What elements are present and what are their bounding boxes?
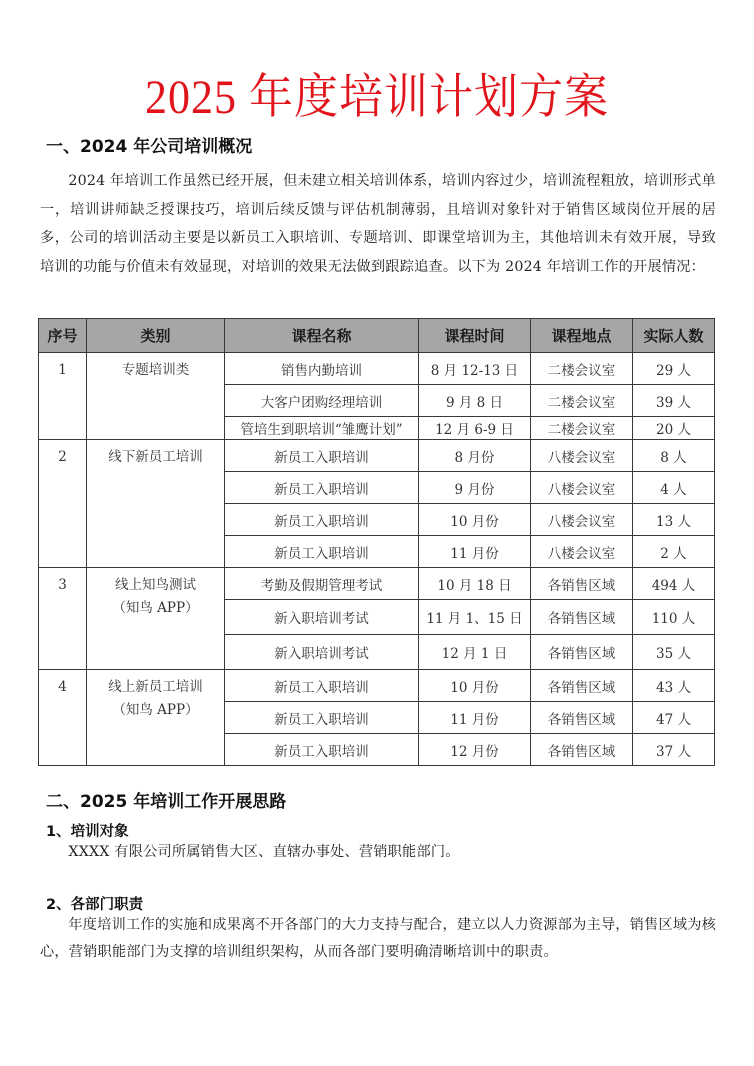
cell-course: 新员工入职培训	[225, 472, 419, 504]
cell-no: 4	[39, 670, 87, 766]
table-header-row	[39, 319, 715, 353]
header-location: 课程地点	[531, 319, 633, 353]
cell-location: 各销售区域	[531, 568, 633, 600]
cell-time: 10 月份	[419, 504, 531, 536]
header-no: 序号	[39, 319, 87, 353]
cell-course: 新员工入职培训	[225, 536, 419, 568]
cell-count: 43 人	[633, 670, 715, 702]
cell-count: 4 人	[633, 472, 715, 504]
cell-count: 29 人	[633, 353, 715, 385]
header-category: 类别	[87, 319, 225, 353]
cell-no: 3	[39, 568, 87, 670]
cell-count: 20 人	[633, 417, 715, 440]
training-table	[38, 318, 715, 766]
cell-count: 110 人	[633, 600, 715, 635]
cell-course: 新员工入职培训	[225, 734, 419, 766]
header-time: 课程时间	[419, 319, 531, 353]
cell-time: 8 月份	[419, 440, 531, 472]
cell-time: 8 月 12-13 日	[419, 353, 531, 385]
cell-location: 二楼会议室	[531, 385, 633, 417]
table-row	[39, 670, 715, 702]
cell-location: 八楼会议室	[531, 504, 633, 536]
table-row	[39, 440, 715, 472]
cell-time: 11 月 1、15 日	[419, 600, 531, 635]
cell-location: 二楼会议室	[531, 417, 633, 440]
cell-count: 2 人	[633, 536, 715, 568]
cell-course: 管培生到职培训“雏鹰计划”	[225, 417, 419, 440]
cell-location: 八楼会议室	[531, 472, 633, 504]
section-1-heading: 一、2024 年公司培训概况	[46, 137, 253, 157]
cell-count: 47 人	[633, 702, 715, 734]
cell-category	[87, 670, 225, 766]
section-1-paragraph: 2024 年培训工作虽然已经开展，但未建立相关培训体系，培训内容过少，培训流程粗放，培训形式单一，培训讲师缺乏授课技巧，培训后续反馈与评估机制薄弱，且培训对象针对于销售区域岗位开展的居多，公司的培训活动主要是以新员工入职培训、专题培训、即课堂培训为主，其他培训未有效开展，导致培训的功能与价值未有效显现，对培训的效果无法做到跟踪追查。以下为 2024 年培训工作的开展情况：	[40, 173, 716, 275]
cell-time: 9 月份	[419, 472, 531, 504]
cell-count: 37 人	[633, 734, 715, 766]
cell-location: 八楼会议室	[531, 440, 633, 472]
section-2-heading: 二、2025 年培训工作开展思路	[46, 792, 287, 812]
cell-time: 12 月 1 日	[419, 635, 531, 670]
cell-location: 各销售区域	[531, 702, 633, 734]
cell-count: 13 人	[633, 504, 715, 536]
cell-time: 11 月份	[419, 536, 531, 568]
category-sublabel: （知鸟 APP）	[112, 600, 199, 616]
cell-course: 新员工入职培训	[225, 504, 419, 536]
category-label: 专题培训类	[121, 362, 190, 378]
cell-count: 8 人	[633, 440, 715, 472]
cell-course: 新入职培训考试	[225, 600, 419, 635]
cell-course: 新员工入职培训	[225, 670, 419, 702]
table-row	[39, 568, 715, 600]
cell-course: 新入职培训考试	[225, 635, 419, 670]
cell-location: 各销售区域	[531, 734, 633, 766]
cell-course: 新员工入职培训	[225, 440, 419, 472]
cell-course: 大客户团购经理培训	[225, 385, 419, 417]
cell-location: 各销售区域	[531, 635, 633, 670]
cell-time: 11 月份	[419, 702, 531, 734]
cell-count: 494 人	[633, 568, 715, 600]
cell-location: 各销售区域	[531, 600, 633, 635]
document-title: 2025 年度培训计划方案	[145, 70, 609, 124]
category-label: 线上新员工培训	[108, 679, 203, 695]
cell-location: 二楼会议室	[531, 353, 633, 385]
subsection-2-heading: 2、各部门职责	[46, 897, 144, 913]
cell-category	[87, 440, 225, 568]
header-count: 实际人数	[633, 319, 715, 353]
category-label: 线上知鸟测试	[115, 577, 196, 593]
cell-time: 10 月份	[419, 670, 531, 702]
category-label: 线下新员工培训	[108, 449, 203, 465]
cell-no: 1	[39, 353, 87, 440]
cell-category	[87, 568, 225, 670]
subsection-1-text: XXXX 有限公司所属销售大区、直辖办事处、营销职能部门。	[68, 844, 460, 860]
cell-course: 新员工入职培训	[225, 702, 419, 734]
header-course: 课程名称	[225, 319, 419, 353]
cell-location: 各销售区域	[531, 670, 633, 702]
cell-course: 考勤及假期管理考试	[225, 568, 419, 600]
table-row	[39, 353, 715, 385]
cell-no: 2	[39, 440, 87, 568]
cell-count: 35 人	[633, 635, 715, 670]
category-sublabel: （知鸟 APP）	[112, 702, 199, 718]
cell-time: 9 月 8 日	[419, 385, 531, 417]
cell-time: 12 月份	[419, 734, 531, 766]
cell-count: 39 人	[633, 385, 715, 417]
subsection-2-text: 年度培训工作的实施和成果离不开各部门的大力支持与配合，建立以人力资源部为主导，销售区域为核心，营销职能部门为支撑的培训组织架构，从而各部门要明确清晰培训中的职责。	[40, 917, 716, 960]
cell-location: 八楼会议室	[531, 536, 633, 568]
cell-category	[87, 353, 225, 440]
cell-course: 销售内勤培训	[225, 353, 419, 385]
cell-time: 12 月 6-9 日	[419, 417, 531, 440]
subsection-1-heading: 1、培训对象	[46, 824, 129, 840]
cell-time: 10 月 18 日	[419, 568, 531, 600]
